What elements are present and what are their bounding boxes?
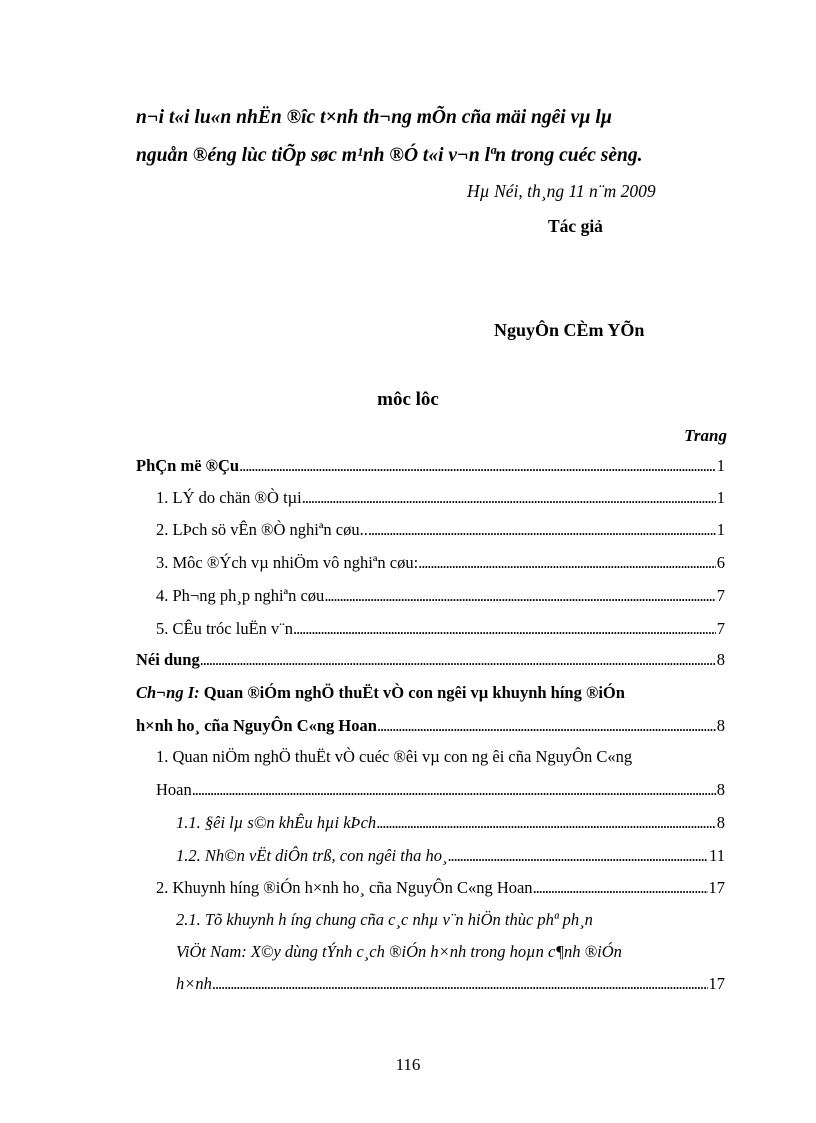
toc-entry-label: 3. Môc ®Ých vµ nhiÖm vô nghiªn cøu: [156, 553, 419, 572]
toc-page-header: Trang [684, 426, 727, 445]
toc-entry-page: 7 [716, 619, 725, 638]
toc-entry [176, 846, 725, 870]
toc-entry-line-2: ViÖt Nam: X©y dùng tÝnh c¸ch ®iÓn h×nh trong hoµn c¶nh ®iÓn [176, 942, 622, 961]
toc-title: môc lôc [377, 389, 439, 410]
toc-entry [156, 780, 725, 804]
toc-entry [136, 456, 725, 480]
toc-entry-label: h×nh ho¸ cña NguyÔn C«ng Hoan [136, 716, 377, 735]
toc-entry-page: 7 [716, 586, 725, 605]
toc-entry [156, 488, 725, 512]
toc-entry [136, 650, 725, 674]
date-line: Hµ Néi, th¸ng 11 n¨m 2009 [467, 181, 656, 201]
toc-entry-label: PhÇn më ®Çu [136, 456, 240, 475]
toc-entry [176, 813, 725, 837]
toc-entry [156, 586, 725, 610]
toc-entry-label: Néi dung [136, 650, 200, 669]
toc-entry-page: 8 [716, 716, 725, 735]
toc-entry-line-1: 1. Quan niÖm nghÖ thuËt vÒ cuéc ®êi vµ con ng êi cña NguyÔn C«ng [156, 747, 633, 766]
intro-line-2: nguån ®éng lùc tiÕp søc m¹nh ®Ó t«i v¬n lªn trong cuéc sèng. [136, 145, 643, 166]
toc-entry-label: 1. LÝ do chän ®Ò tµi [156, 488, 302, 507]
toc-entry-page: 11 [709, 846, 725, 865]
author-name: NguyÔn CÈm YÕn [494, 320, 645, 340]
toc-entry [156, 553, 725, 577]
page-number: 116 [395, 1055, 421, 1074]
toc-entry [156, 619, 725, 643]
toc-entry-label: 2. Khuynh híng ®iÓn h×nh ho¸ cña NguyÔn C«ng Hoan [156, 878, 533, 897]
toc-entry-page: 1 [716, 520, 725, 539]
toc-entry-page: 8 [716, 813, 725, 832]
toc-entry-label: 4. Ph¬ng ph¸p nghiªn cøu [156, 586, 325, 605]
author-label: Tác giả [548, 216, 603, 236]
toc-entry-label: 1.2. Nh©n vËt diÔn trß, con ngêi tha ho¸ [176, 846, 448, 865]
toc-chapter-title: Quan ®iÓm nghÖ thuËt vÒ con ngêi vµ khuynh híng ®iÓn [199, 683, 625, 702]
toc-entry-label: 2. LÞch sö vÊn ®Ò nghiªn cøu.. [156, 520, 368, 539]
toc-entry [136, 716, 725, 740]
intro-line-1: n¬i t«i lu«n nhËn ®îc t×nh th¬ng mÕn cña mäi ngêi vµ lµ [136, 107, 612, 128]
toc-chapter-number: Ch¬ng I: [136, 683, 200, 702]
toc-entry [156, 878, 725, 902]
toc-entry-page: 8 [716, 650, 725, 669]
toc-entry [176, 974, 725, 998]
toc-entry-page: 17 [708, 878, 725, 897]
toc-entry-label: 1.1. §êi lµ s©n khÊu hµi kÞch [176, 813, 377, 832]
toc-entry-label: 5. CÊu tróc luËn v¨n [156, 619, 294, 638]
toc-entry-line-1: 2.1. Tõ khuynh h íng chung cña c¸c nhµ v¨n hiÖn thùc phª ph¸n [176, 910, 593, 929]
toc-entry [156, 520, 725, 544]
toc-entry-page: 17 [708, 974, 725, 993]
toc-entry-page: 1 [716, 488, 725, 507]
toc-chapter-line-1 [136, 683, 625, 703]
toc-entry-page: 6 [716, 553, 725, 572]
toc-entry-label: h×nh [176, 974, 212, 993]
toc-entry-page: 1 [716, 456, 725, 475]
toc-entry-page: 8 [716, 780, 725, 799]
toc-entry-label: Hoan [156, 780, 192, 799]
